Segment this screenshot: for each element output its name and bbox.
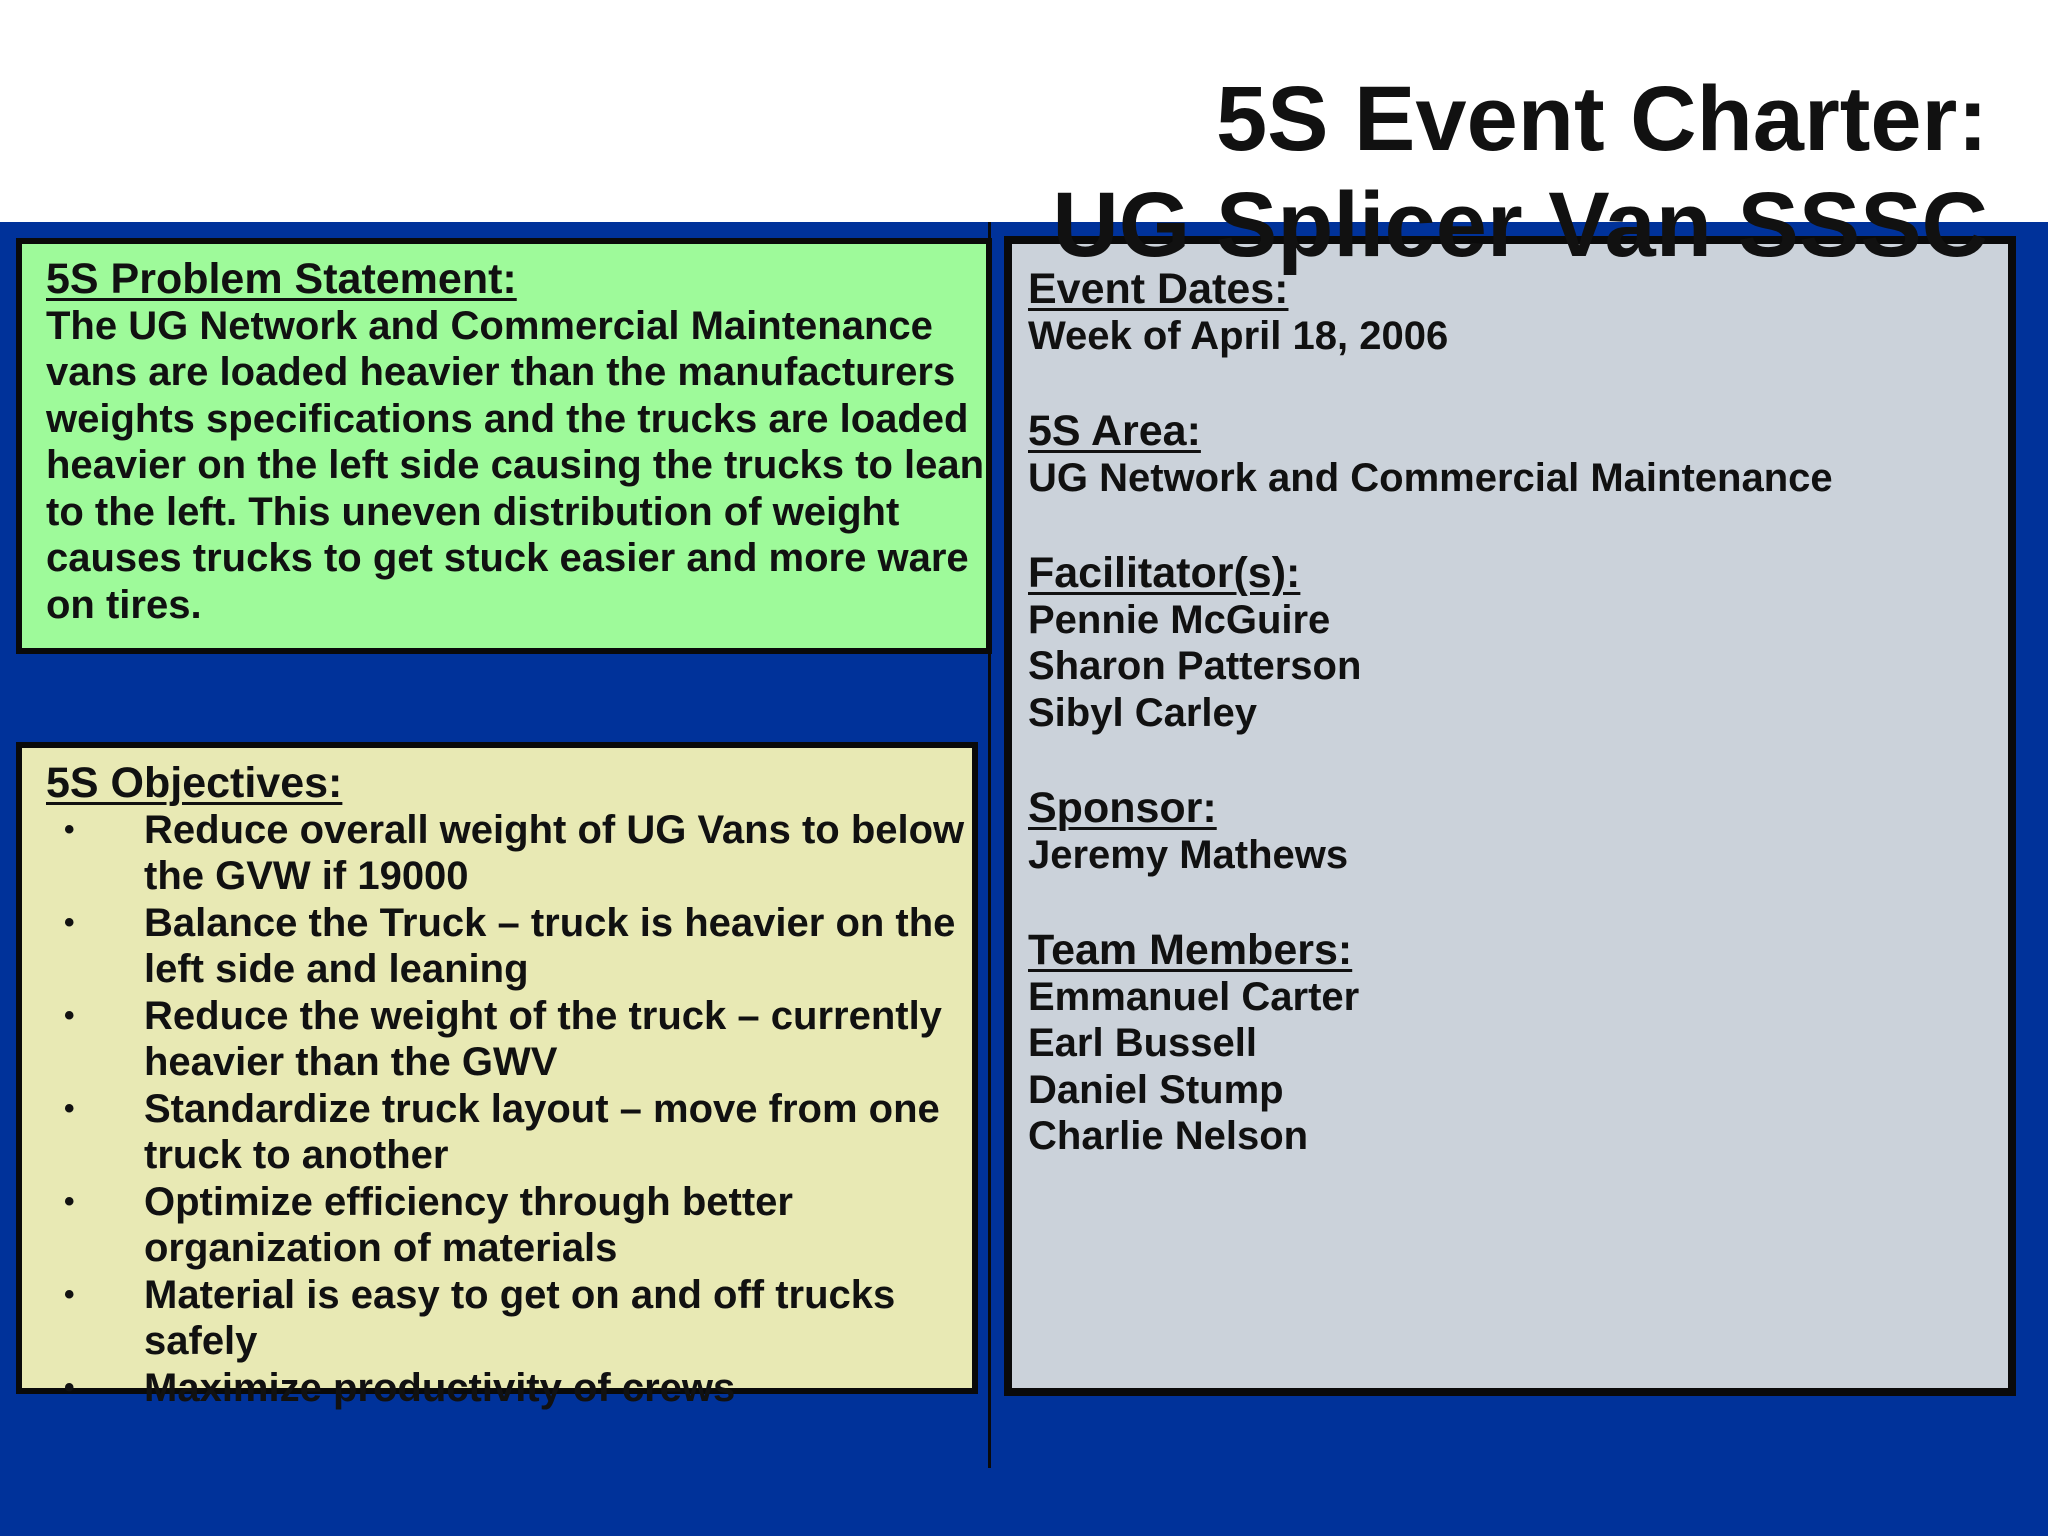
objective-item (46, 993, 1004, 1086)
sponsor-value: Jeremy Mathews (1028, 832, 1349, 877)
objective-item (46, 1179, 1004, 1272)
team-member-name: Daniel Stump (1028, 1067, 1284, 1112)
event-details-panel (1004, 236, 2016, 1396)
objectives-heading: 5S Objectives: (46, 759, 343, 807)
page-title (1052, 66, 1988, 278)
team-member-name: Earl Bussell (1028, 1021, 1258, 1065)
objective-text: Reduce overall weight of UG Vans to below the GVW if 19000 (144, 807, 965, 898)
problem-statement-text: The UG Network and Commercial Maintenance vans are loaded heavier than the manufacturers weights specifications and the trucks are loaded heavier on the left side causing the trucks to lean to the left. This uneven distribution of weight causes trucks to get stuck easier and more ware on tires. (46, 303, 985, 627)
title-line-1: 5S Event Charter: (1215, 68, 1988, 170)
objective-item (46, 1365, 1004, 1412)
objectives-list (46, 807, 972, 1412)
sponsor-field (1028, 785, 2008, 878)
problem-statement-panel (16, 238, 992, 654)
objective-text: Maximize productivity of crews (144, 1365, 736, 1410)
facilitators-field (1028, 550, 2008, 736)
event-dates-value: Week of April 18, 2006 (1028, 313, 1449, 358)
bullet-icon: • (64, 905, 75, 939)
bullet-icon: • (64, 1277, 75, 1311)
objective-text: Optimize efficiency through better organization of materials (144, 1179, 793, 1270)
objective-text: Standardize truck layout – move from one truck to another (144, 1086, 940, 1177)
objective-item (46, 900, 1004, 993)
area-value: UG Network and Commercial Maintenance (1028, 455, 1833, 500)
objective-text: Balance the Truck – truck is heavier on the left side and leaning (144, 900, 956, 991)
bullet-icon: • (64, 998, 75, 1032)
title-line-2: UG Splicer Van SSSC (1052, 174, 1988, 276)
bullet-icon: • (64, 1184, 75, 1218)
team-members-field (1028, 927, 2008, 1160)
objective-text: Reduce the weight of the truck – currently heavier than the GWV (144, 993, 942, 1084)
team-member-name: Emmanuel Carter (1028, 974, 1360, 1019)
objective-item (46, 1086, 1004, 1179)
facilitator-name: Sharon Patterson (1028, 644, 1362, 688)
area-heading: 5S Area: (1028, 407, 1201, 455)
objective-item (46, 1272, 1004, 1365)
facilitator-name: Sibyl Carley (1028, 690, 1258, 735)
problem-statement-heading: 5S Problem Statement: (46, 255, 517, 303)
event-dates-field (1028, 266, 2008, 359)
bullet-icon: • (64, 1370, 75, 1404)
area-field (1028, 408, 2008, 501)
event-dates-heading: Event Dates: (1028, 265, 1289, 313)
team-members-heading: Team Members: (1028, 926, 1353, 974)
facilitator-name: Pennie McGuire (1028, 597, 1331, 642)
sponsor-heading: Sponsor: (1028, 784, 1217, 832)
team-member-name: Charlie Nelson (1028, 1114, 1309, 1158)
facilitators-heading: Facilitator(s): (1028, 549, 1301, 597)
objective-item (46, 807, 1004, 900)
objectives-panel (16, 742, 978, 1410)
objective-text: Material is easy to get on and off trucks safely (144, 1272, 896, 1363)
bullet-icon: • (64, 1091, 75, 1125)
bullet-icon: • (64, 812, 75, 846)
